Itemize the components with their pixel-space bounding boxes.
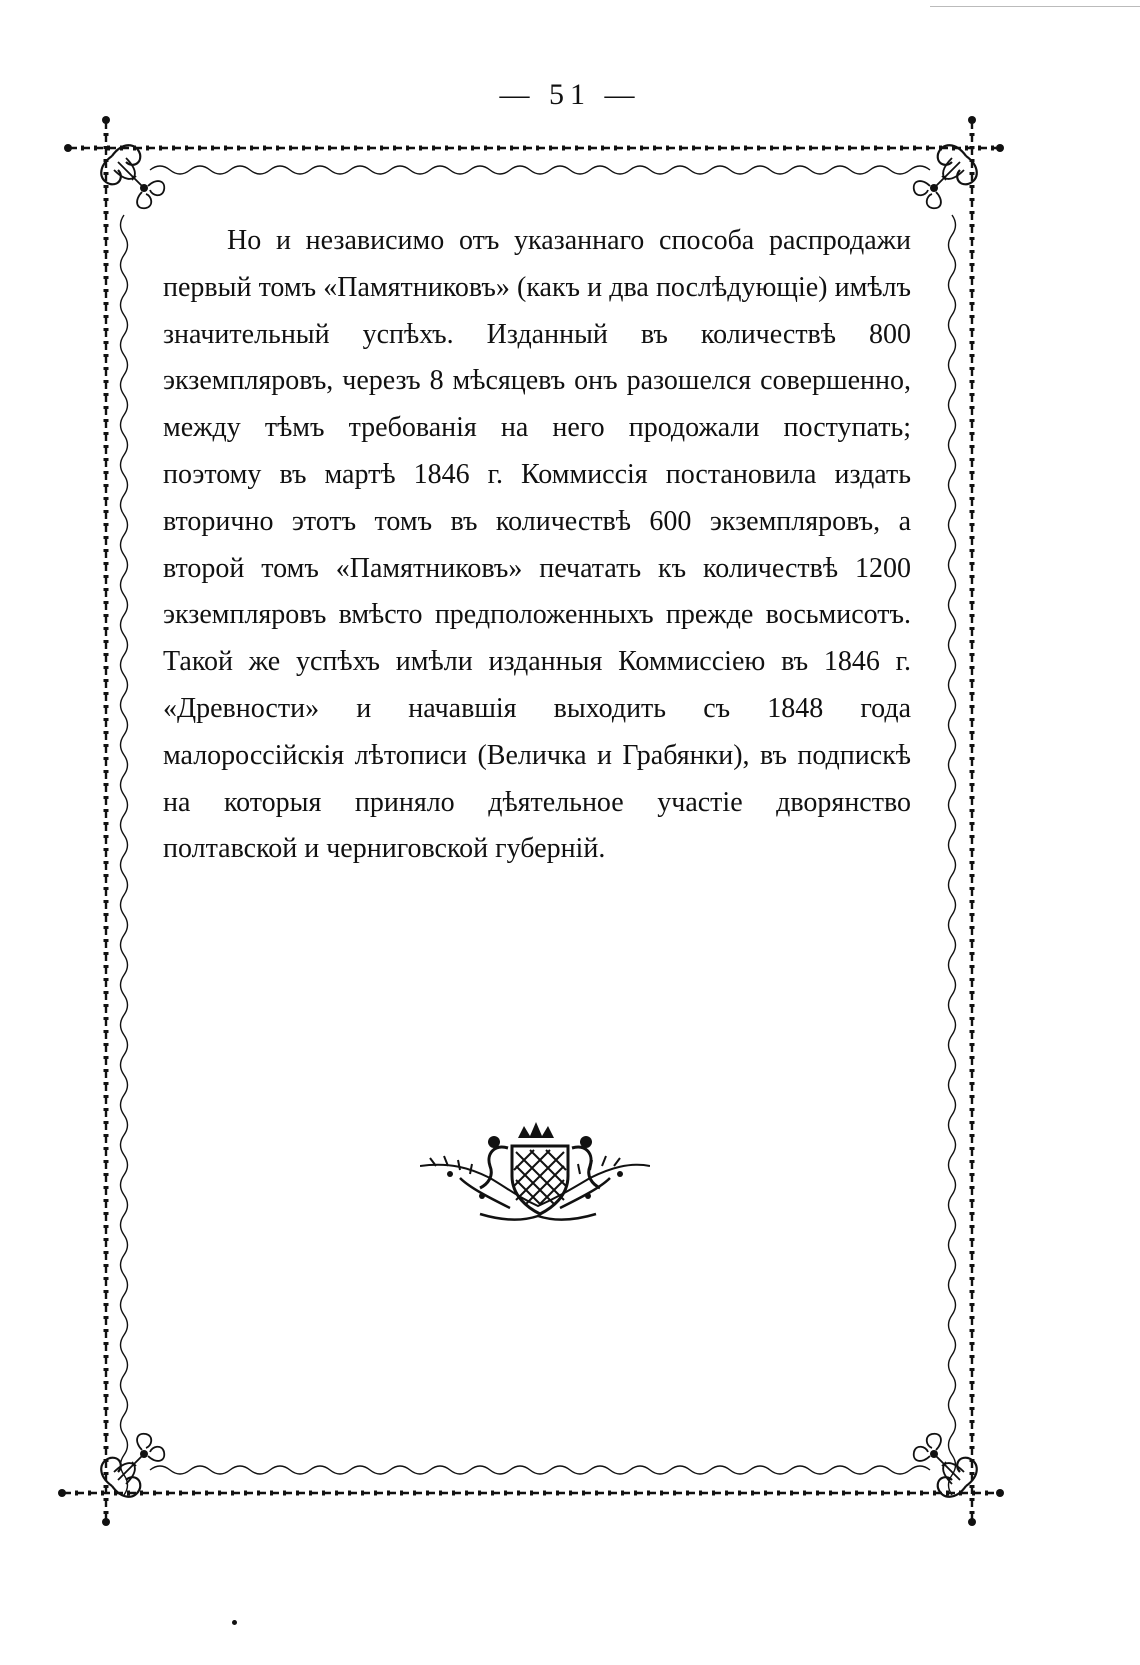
paragraph: Но и независимо отъ указаннаго способа распродажи первый томъ «Памятниковъ» (какъ и два послѣдующіе) имѣлъ значительный успѣхъ. Изданный въ количествѣ 800 экземпляровъ, черезъ 8 мѣсяцевъ онъ разошелся совершенно, между тѣмъ требованія на него продожали поступать; поэтому въ мартѣ 1846 г. Коммиссія постановила издать вторично этотъ томъ въ количествѣ 600 экземпляровъ, а второй томъ «Памятниковъ» печатать къ количествѣ 1200 экземпляровъ вмѣсто предположенныхъ прежде восьмисотъ. Такой же успѣхъ имѣли изданныя Коммиссіею въ 1846 г. «Древности» и начавшія выходить съ 1848 года малороссійскія лѣтописи (Величка и Грабянки), въ подпискѣ на которыя приняло дѣятельное участіе дворянство полтавской и черниговской губерній.: [163, 225, 911, 865]
page-number: — 51 —: [499, 78, 641, 111]
ink-speck: [232, 1620, 237, 1625]
heraldic-crest-vignette: [420, 1118, 650, 1228]
body-text: [163, 218, 911, 873]
